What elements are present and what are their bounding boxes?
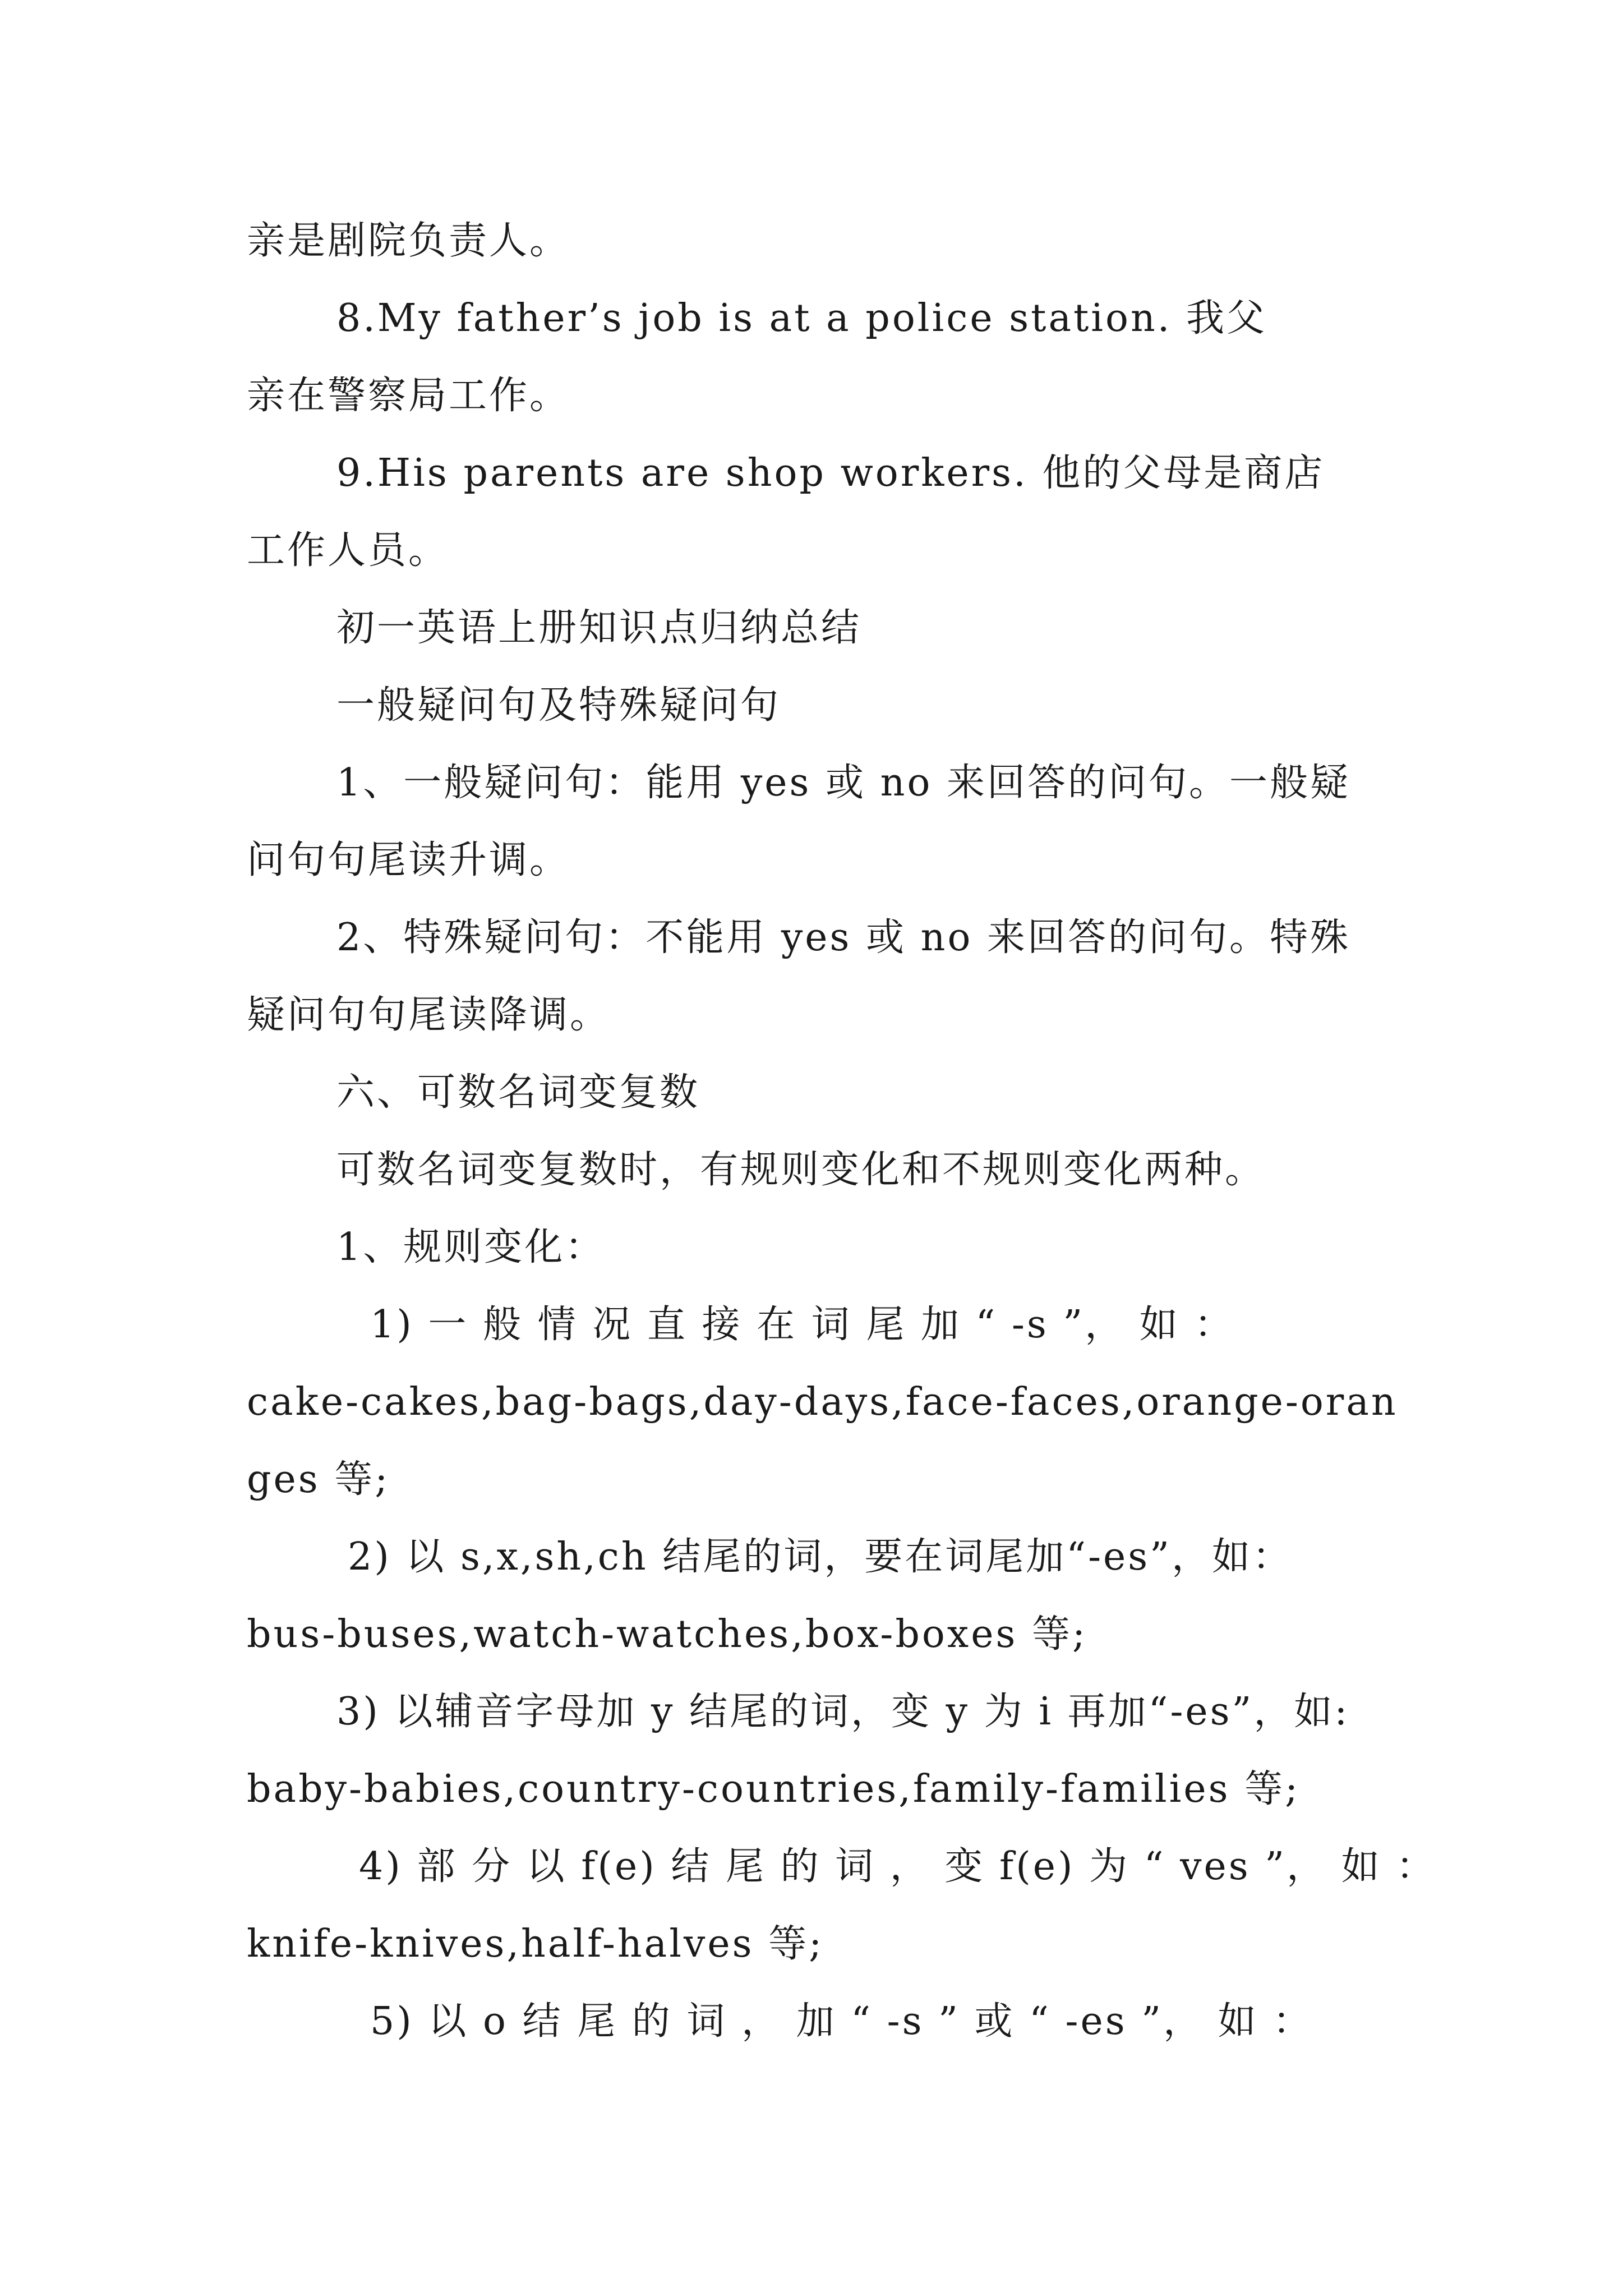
text-line-24: 5) 以 o 结 尾 的 词 ， 加 “ -s ” 或 “ -es ”， 如 ： [370,1999,1313,2044]
text-line-3: 亲在警察局工作。 [247,374,570,418]
text-line-20: 3) 以辅音字母加 y 结尾的词，变 y 为 i 再加“-es”，如: [336,1690,1350,1734]
text-line-21: baby-babies,country-countries,family-families 等; [247,1767,1301,1811]
text-line-18: 2) 以 s,x,sh,ch 结尾的词，要在词尾加“-es”，如： [348,1535,1293,1579]
section-title: 初一英语上册知识点归纳总结 [336,606,862,650]
text-line-11: 疑问句句尾读降调。 [247,993,611,1037]
section-heading-plurals: 六、可数名词变复数 [336,1070,700,1115]
text-line-22: 4) 部 分 以 f(e) 结 尾 的 词 ， 变 f(e) 为 “ ves ”， 如 ： [359,1844,1437,1889]
text-line-9: 问句句尾读升调。 [247,838,570,882]
text-line-13: 可数名词变复数时，有规则变化和不规则变化两种。 [336,1148,1266,1192]
text-line-10: 2、特殊疑问句：不能用 yes 或 no 来回答的问句。特殊 [336,915,1351,960]
text-line-17: ges 等; [247,1457,390,1502]
text-line-15: 1) 一 般 情 况 直 接 在 词 尾 加 “ -s ”， 如 ： [370,1303,1235,1347]
text-line-2: 8.My father’s job is at a police station. 我父 [336,296,1267,341]
text-line-23: knife-knives,half-halves 等; [247,1922,824,1966]
section-subtitle: 一般疑问句及特殊疑问句 [336,683,781,728]
text-line-16: cake-cakes,bag-bags,day-days,face-faces,orange-oran [247,1380,1398,1424]
text-line-1: 亲是剧院负责人。 [247,219,570,263]
text-line-19: bus-buses,watch-watches,box-boxes 等; [247,1612,1087,1657]
text-line-14: 1、规则变化： [336,1225,606,1269]
text-line-8: 1、一般疑问句：能用 yes 或 no 来回答的问句。一般疑 [336,761,1351,805]
text-line-4: 9.His parents are shop workers. 他的父母是商店 [336,451,1325,495]
text-line-5: 工作人员。 [247,528,449,573]
